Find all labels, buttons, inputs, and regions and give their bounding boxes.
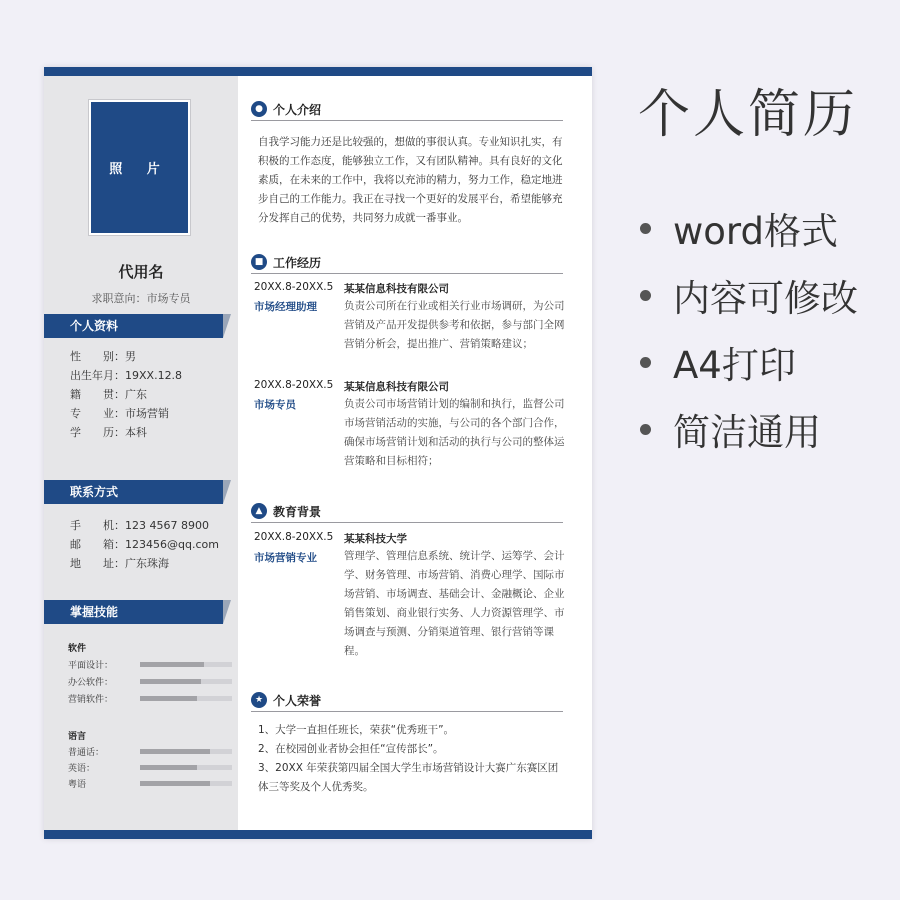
top-accent-bar — [44, 67, 592, 76]
intro-text: 自我学习能力还是比较强的，想做的事很认真。专业知识扎实，有积极的工作态度，能够独立工作，又有团队精神。具有良好的文化素质，在未来的工作中，我将以充沛的精力，努力工作，稳定地进步自己的工作能力。我正在寻找一个更好的发展平台，希望能够充分发挥自己的优势，共同努力成就一番事业。 — [258, 136, 563, 224]
skill-row — [68, 657, 116, 671]
person-icon: ● — [251, 101, 267, 117]
promo-item-label: A4打印 — [673, 344, 796, 387]
skill-fill — [140, 781, 210, 786]
promo-item-label: 内容可修改 — [673, 277, 858, 320]
skill-label: 办公软件： — [68, 677, 114, 688]
skill-fill — [140, 662, 204, 667]
bullet-icon — [640, 357, 651, 368]
education-school: 某某科技大学 — [344, 533, 407, 545]
education-courses: 管理学、管理信息系统、统计学、运筹学、会计学、财务管理、市场营销、消费心理学、国际市场营销、市场调查、基础会计、金融概论、企业销售策划、商业银行实务、人力资源管理学、市场调查与预测、分销渠道管理、银行营销等课程。 — [344, 550, 565, 657]
candidate-name: 代用名 — [118, 263, 164, 281]
contact-list — [70, 516, 219, 573]
promo-item — [640, 402, 821, 456]
profile-origin: 籍 贯：广东 — [70, 388, 147, 401]
work-date-1: 20XX.8-20XX.5 — [254, 281, 334, 293]
bullet-icon — [640, 290, 651, 301]
medal-icon: ★ — [251, 692, 267, 708]
skill-row — [68, 760, 116, 774]
promo-item-label: word格式 — [673, 210, 838, 253]
work-desc-2: 负责公司市场营销计划的编制和执行，监督公司市场营销活动的实施，与公司的各个部门合作，确保市场营销计划和活动的执行与公司的整体运营策略和目标相符； — [344, 398, 565, 467]
contact-email: 邮 箱：123456@qq.com — [70, 538, 219, 551]
work-heading: 工作经历 — [273, 255, 322, 270]
education-section-title — [251, 500, 563, 523]
software-title: 软件 — [68, 644, 87, 654]
skill-label: 营销软件： — [68, 694, 114, 705]
honors-list — [258, 721, 564, 797]
honors-section-title — [251, 689, 563, 712]
bullet-icon — [640, 424, 651, 435]
profile-degree: 学 历：本科 — [70, 426, 147, 439]
contact-address: 地 址：广东珠海 — [70, 557, 169, 570]
profile-heading: 个人资料 — [44, 314, 223, 338]
job-intent: 求职意向：市场专员 — [91, 292, 191, 305]
contact-heading: 联系方式 — [44, 480, 223, 504]
photo-placeholder: 照 片 — [89, 100, 190, 235]
profile-gender: 性 别：男 — [70, 350, 136, 363]
skill-label: 粤语 — [68, 779, 87, 790]
skill-label: 平面设计： — [68, 660, 114, 671]
skill-track — [140, 662, 232, 667]
language-title: 语言 — [68, 732, 87, 742]
skill-fill — [140, 765, 197, 770]
promo-item — [640, 201, 838, 255]
briefcase-icon: ■ — [251, 254, 267, 270]
graduation-cap-icon: ▲ — [251, 503, 267, 519]
skill-track — [140, 765, 232, 770]
bullet-icon — [640, 223, 651, 234]
intro-section-title — [251, 98, 563, 121]
resume-sheet — [44, 67, 592, 839]
skill-row — [68, 776, 116, 790]
education-heading: 教育背景 — [273, 504, 322, 519]
skill-track — [140, 696, 232, 701]
left-sidebar — [44, 76, 238, 830]
promo-item-label: 简洁通用 — [673, 411, 821, 454]
skill-row — [68, 744, 116, 758]
promo-item — [640, 268, 858, 322]
honor-item: 2、在校园创业者协会担任“宣传部长”。 — [258, 743, 444, 755]
profile-list — [70, 347, 182, 442]
work-role-2: 市场专员 — [254, 399, 296, 411]
work-section-title — [251, 251, 563, 274]
skill-label: 英语： — [68, 763, 96, 774]
skill-row — [68, 691, 116, 705]
skill-row — [68, 674, 116, 688]
work-date-2: 20XX.8-20XX.5 — [254, 379, 334, 391]
contact-phone: 手 机：123 4567 8900 — [70, 519, 209, 532]
promo-item — [640, 335, 796, 389]
skill-track — [140, 749, 232, 754]
skill-fill — [140, 679, 201, 684]
skill-fill — [140, 696, 197, 701]
profile-major: 专 业：市场营销 — [70, 407, 169, 420]
skills-heading: 掌握技能 — [44, 600, 223, 624]
bottom-accent-bar — [44, 830, 592, 839]
education-major: 市场营销专业 — [254, 552, 317, 564]
skill-label: 普通话： — [68, 747, 105, 758]
work-desc-1: 负责公司所在行业或相关行业市场调研，为公司营销及产品开发提供参考和依据，参与部门全网营销分析会，提出推广、营销策略建议； — [344, 300, 565, 350]
skill-fill — [140, 749, 210, 754]
education-date: 20XX.8-20XX.5 — [254, 531, 334, 543]
work-role-1: 市场经理助理 — [254, 301, 317, 313]
promo-title: 个人简历 — [638, 85, 859, 145]
skill-track — [140, 781, 232, 786]
work-org-2: 某某信息科技有限公司 — [344, 381, 449, 393]
work-org-1: 某某信息科技有限公司 — [344, 283, 449, 295]
skill-track — [140, 679, 232, 684]
honor-item: 1、大学一直担任班长，荣获“优秀班干”。 — [258, 724, 455, 736]
honors-heading: 个人荣誉 — [273, 693, 322, 708]
profile-birth: 出生年月：19XX.12.8 — [70, 369, 183, 382]
intro-heading: 个人介绍 — [273, 102, 322, 117]
honor-item: 3、20XX 年荣获第四届全国大学生市场营销设计大赛广东赛区团体三等奖及个人优秀奖。 — [258, 762, 559, 793]
